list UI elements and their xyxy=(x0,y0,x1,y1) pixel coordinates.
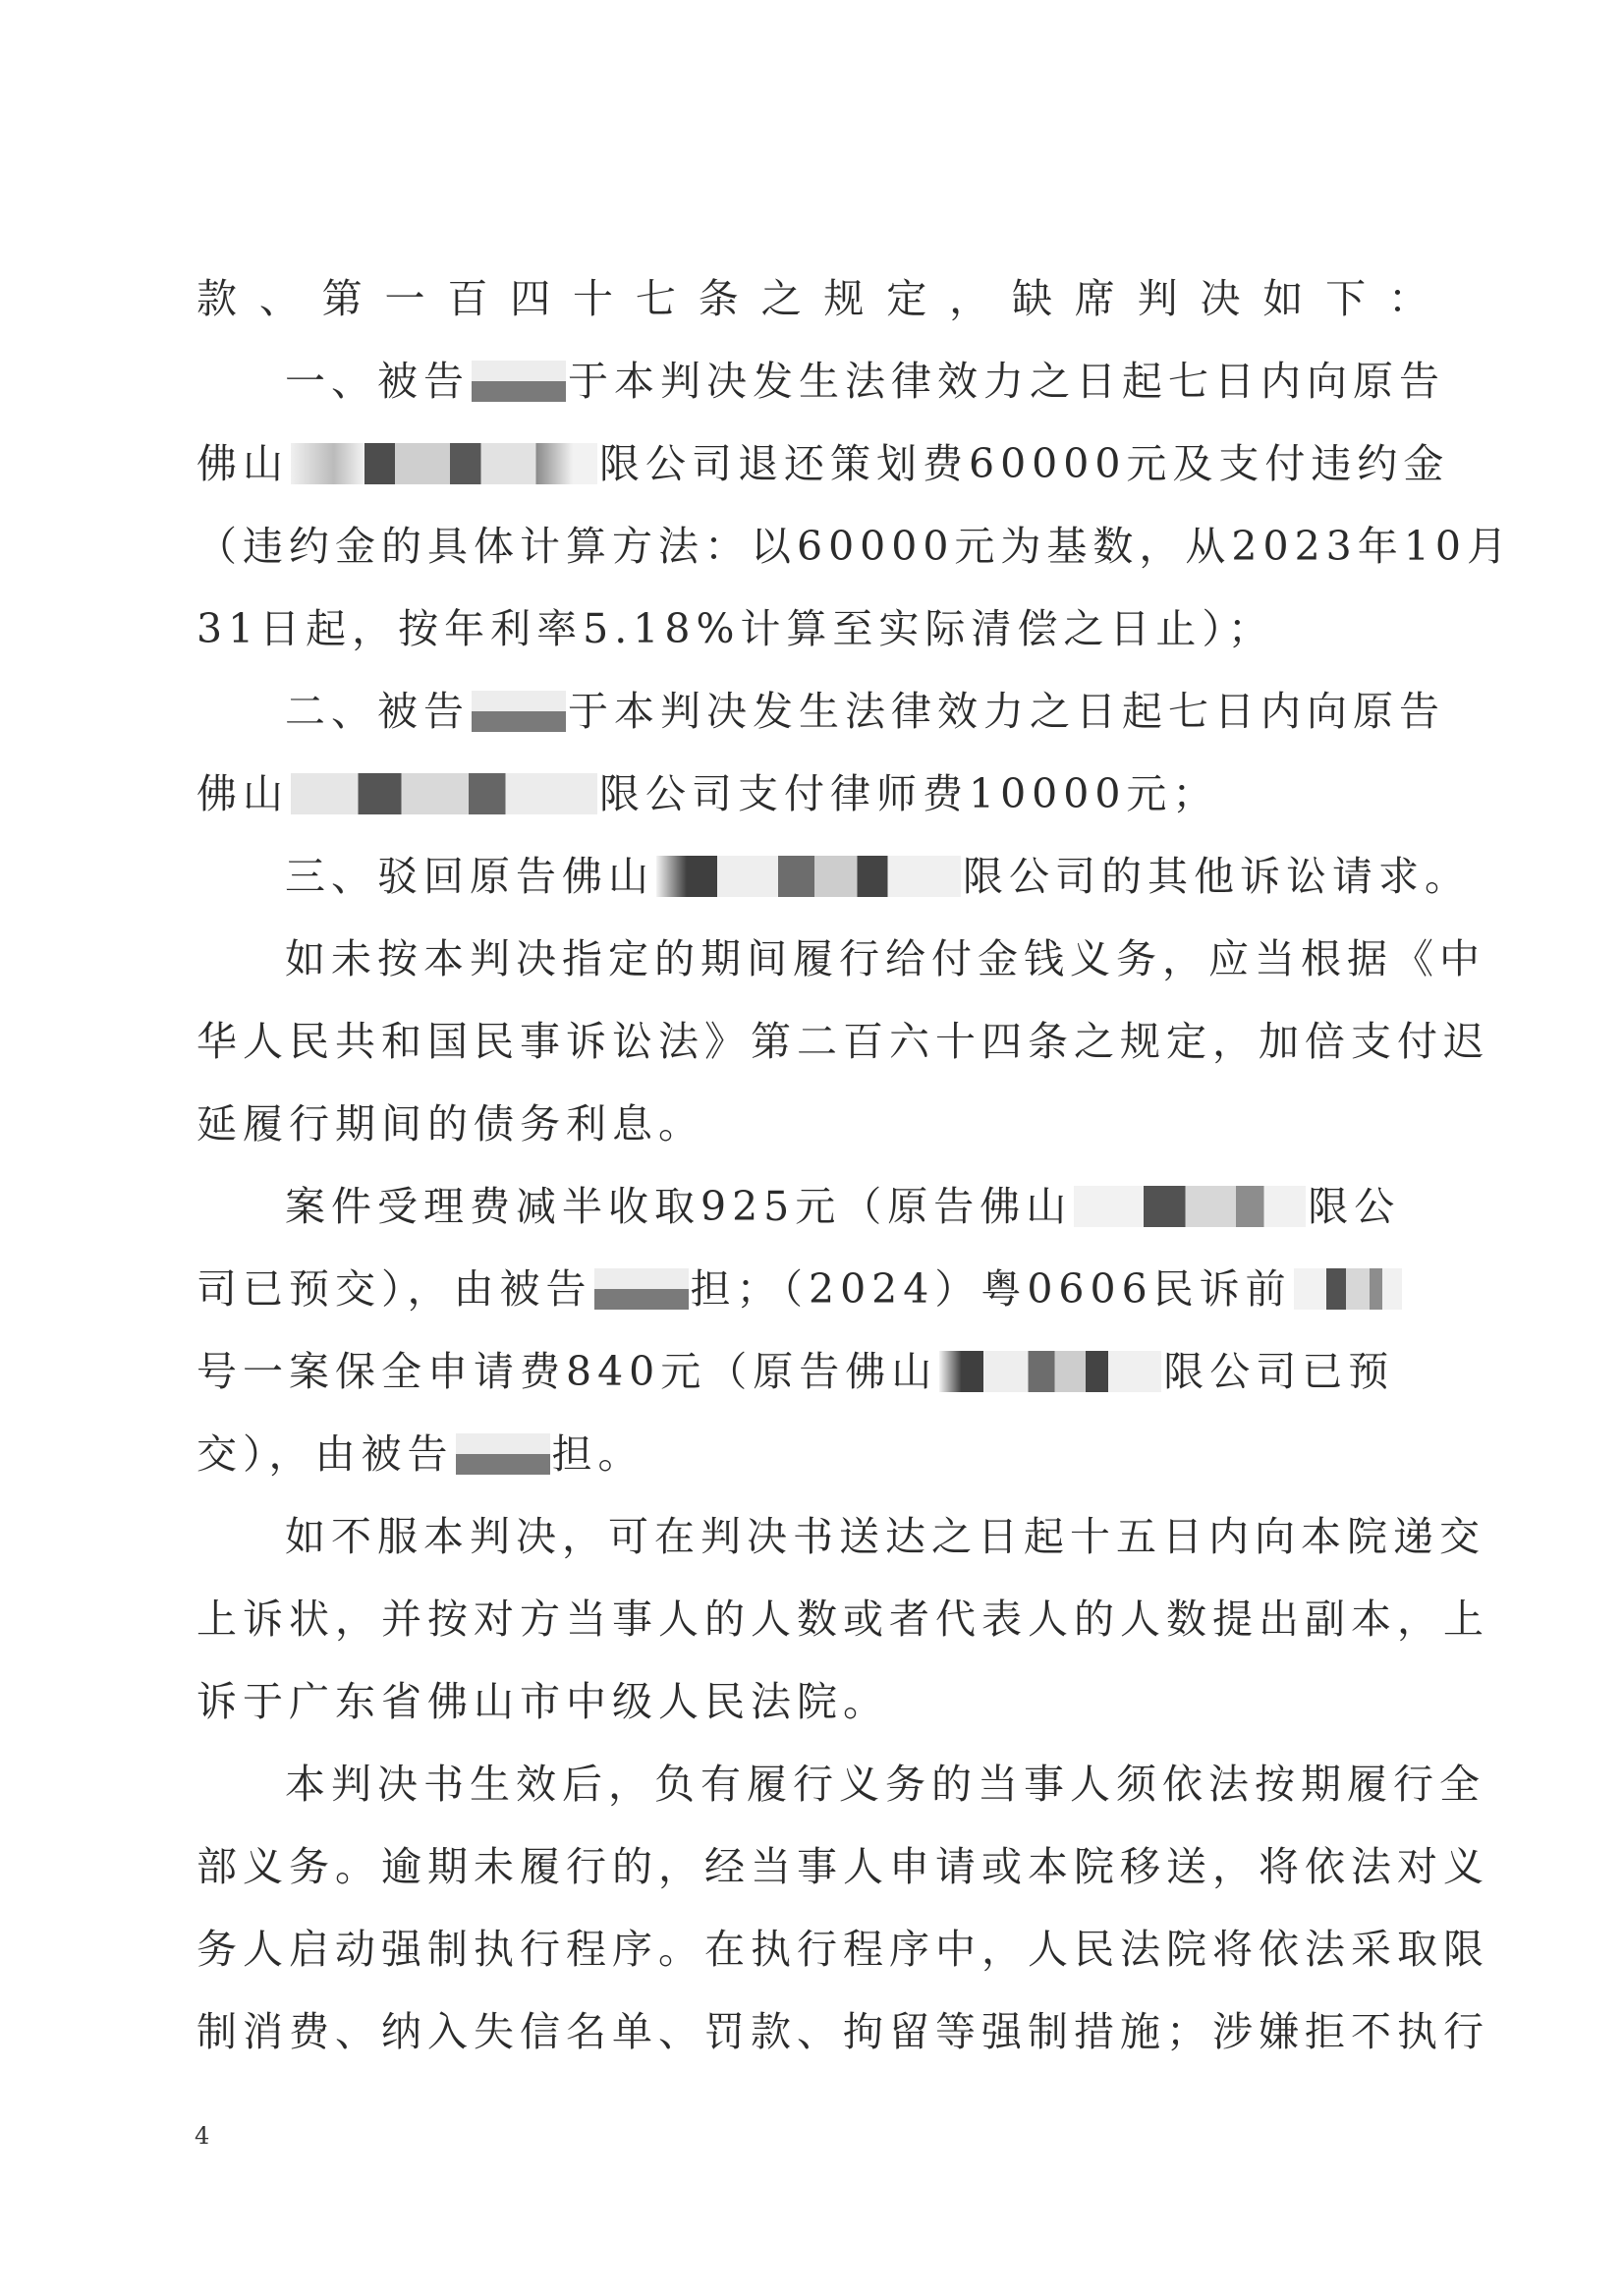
text-segment: 务人启动强制执行程序。在执行程序中，人民法院将依法采取限 xyxy=(196,1926,1489,1973)
redacted-company xyxy=(291,443,597,484)
text-line xyxy=(196,1908,1489,1990)
redacted-company xyxy=(291,773,597,814)
text-segment: 诉于广东省佛山市中级人民法院。 xyxy=(196,1678,889,1725)
text-line xyxy=(196,753,1434,835)
text-line xyxy=(196,1083,1434,1165)
page-number: 4 xyxy=(195,2122,210,2150)
text-line xyxy=(196,1990,1489,2073)
text-segment: 限公司支付律师费10000元； xyxy=(599,770,1219,817)
text-line xyxy=(196,918,1485,1000)
text-line xyxy=(196,1660,1434,1743)
text-segment: 延履行期间的债务利息。 xyxy=(196,1100,704,1148)
text-line xyxy=(196,340,1445,422)
text-segment: 担；（2024）粤0606民诉前 xyxy=(690,1265,1292,1313)
text-segment: 31日起，按年利率5.18%计算至实际清偿之日止）； xyxy=(196,605,1274,652)
text-line xyxy=(196,1825,1489,1908)
text-line xyxy=(196,422,1450,505)
text-segment: 交），由被告 xyxy=(196,1430,454,1478)
text-line xyxy=(196,1495,1485,1578)
text-segment: 本判决书生效后，负有履行义务的当事人须依法按期履行全 xyxy=(285,1761,1485,1808)
redacted-company xyxy=(656,856,961,897)
text-segment: 制消费、纳入失信名单、罚款、拘留等强制措施；涉嫌拒不执行 xyxy=(196,2008,1489,2055)
text-line xyxy=(196,670,1445,753)
text-segment: （违约金的具体计算方法：以60000元为基数，从2023年10月 xyxy=(196,523,1513,570)
text-line xyxy=(196,588,1434,670)
text-segment: 佛山 xyxy=(196,440,289,487)
text-segment: 如不服本判决，可在判决书送达之日起十五日内向本院递交 xyxy=(285,1513,1485,1560)
redacted-name xyxy=(472,691,566,732)
text-segment: 限公司已预 xyxy=(1163,1348,1395,1395)
text-segment: 二、被告 xyxy=(285,688,470,735)
redacted-name xyxy=(594,1268,689,1310)
text-line xyxy=(196,1743,1485,1825)
text-segment: 佛山 xyxy=(196,770,289,817)
text-line xyxy=(196,1165,1434,1248)
text-line xyxy=(196,1000,1489,1083)
text-segment: 于本判决发生法律效力之日起七日内向原告 xyxy=(568,358,1445,405)
text-segment: 限公司退还策划费60000元及支付违约金 xyxy=(599,440,1450,487)
text-segment: 担。 xyxy=(551,1430,644,1478)
redacted-company xyxy=(1074,1186,1306,1227)
text-segment: 上诉状，并按对方当事人的人数或者代表人的人数提出副本，上 xyxy=(196,1596,1489,1643)
judgment-text xyxy=(196,257,1513,2073)
text-line xyxy=(196,1413,1434,1495)
text-line xyxy=(196,1578,1489,1660)
text-segment: 限公司的其他诉讼请求。 xyxy=(963,853,1471,900)
text-segment: 案件受理费减半收取925元（原告佛山 xyxy=(285,1183,1073,1230)
redacted-name xyxy=(456,1433,550,1475)
text-line xyxy=(196,1330,1434,1413)
text-segment: 号一案保全申请费840元（原告佛山 xyxy=(196,1348,938,1395)
text-segment: 款、第一百四十七条之规定，缺席判决如下： xyxy=(196,275,1434,322)
redacted-case-number xyxy=(1294,1268,1402,1310)
text-line xyxy=(196,835,1471,918)
text-segment: 一、被告 xyxy=(285,358,470,405)
text-segment: 三、驳回原告佛山 xyxy=(285,853,654,900)
text-segment: 部义务。逾期未履行的，经当事人申请或本院移送，将依法对义 xyxy=(196,1843,1489,1890)
text-segment: 如未按本判决指定的期间履行给付金钱义务，应当根据《中 xyxy=(285,935,1485,982)
text-line xyxy=(196,257,1434,340)
redacted-company xyxy=(939,1351,1161,1392)
text-line xyxy=(196,1248,1434,1330)
text-segment: 司已预交），由被告 xyxy=(196,1265,592,1313)
text-line xyxy=(196,505,1513,588)
text-segment: 于本判决发生法律效力之日起七日内向原告 xyxy=(568,688,1445,735)
text-segment: 限公 xyxy=(1308,1183,1401,1230)
text-segment: 华人民共和国民事诉讼法》第二百六十四条之规定，加倍支付迟 xyxy=(196,1018,1489,1065)
redacted-name xyxy=(472,361,566,402)
